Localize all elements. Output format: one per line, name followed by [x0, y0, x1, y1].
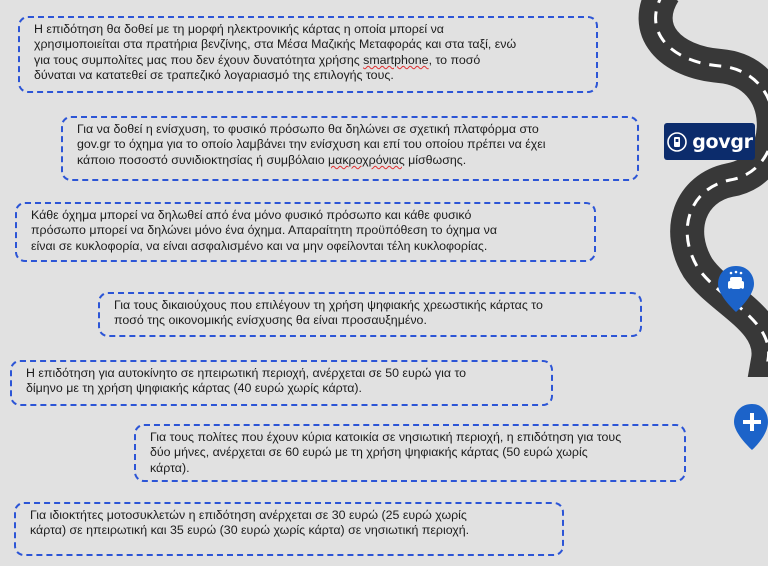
info-line: δίμηνο με τη χρήση ψηφιακής κάρτας (40 ευρώ χωρίς κάρτα). — [26, 381, 362, 396]
info-line: Κάθε όχημα μπορεί να δηλωθεί από ένα μόνο φυσικό πρόσωπο και κάθε φυσικό — [31, 208, 472, 222]
info-line: Η επιδότηση για αυτοκίνητο σε ηπειρωτική περιοχή, ανέρχεται σε 50 ευρώ για το — [26, 366, 467, 380]
info-box-platform-declaration — [61, 116, 639, 181]
info-box-digital-card-bonus — [98, 292, 642, 337]
info-box-island-amount — [134, 424, 686, 482]
info-line: δύναται να κατατεθεί σε τραπεζικό λογαριασμό της επιλογής τους. — [34, 68, 394, 83]
info-line: κάρτα) σε ηπειρωτική και 35 ευρώ (30 ευρώ χωρίς κάρτα) σε νησιωτική περιοχή. — [30, 523, 470, 538]
info-line: Για να δοθεί η ενίσχυση, το φυσικό πρόσωπο θα δηλώνει σε σχετική πλατφόρμα στο — [77, 122, 539, 136]
info-line: είναι σε κυκλοφορία, να είναι ασφαλισμένο και να μην οφείλονται τέλη κυκλοφορίας. — [31, 238, 488, 253]
info-line: χρησιμοποιείται στα πρατήρια βενζίνης, στα Μέσα Μαζικής Μεταφοράς και στα ταξί, ενώ — [34, 37, 517, 52]
info-line: gov.gr το όχημα για το οποίο λαμβάνει την ενίσχυση και επί του οποίου πρέπει να έχει — [77, 137, 546, 152]
info-line: Για τους πολίτες που έχουν κύρια κατοικία σε νησιωτική περιοχή, η επιδότηση για τους — [150, 430, 622, 444]
info-box-mainland-car-amount — [10, 360, 553, 406]
govgr-logo — [664, 123, 755, 160]
info-line: για τους συμπολίτες μας που δεν έχουν δυνατότητα χρήσης smartphone, το ποσό — [34, 52, 481, 67]
info-line: κάποιο ποσοστό συνιδιοκτησίας ή συμβόλαιο μακροχρόνιας μίσθωσης. — [77, 152, 467, 167]
info-line: κάρτα). — [150, 460, 190, 475]
info-box-motorcycle-amount — [14, 502, 564, 556]
info-line: πρόσωπο μπορεί να δηλώνει μόνο ένα όχημα. Απαραίτητη προϋπόθεση το όχημα να — [31, 223, 498, 238]
plus-location-pin-icon — [734, 404, 768, 450]
info-line: Για ιδιοκτήτες μοτοσυκλετών η επιδότηση ανέρχεται σε 30 ευρώ (25 ευρώ χωρίς — [30, 508, 467, 522]
info-line: Η επιδότηση θα δοθεί με τη μορφή ηλεκτρονικής κάρτας η οποία μπορεί να — [34, 22, 444, 36]
govgr-emblem-icon — [666, 131, 688, 153]
info-line: δύο μήνες, ανέρχεται σε 60 ευρώ με τη χρήση ψηφιακής κάρτας (50 ευρώ χωρίς — [150, 445, 588, 460]
info-line: Για τους δικαιούχους που επιλέγουν τη χρήση ψηφιακής χρεωστικής κάρτας το — [114, 298, 543, 312]
info-box-vehicle-conditions — [15, 202, 596, 262]
info-line: ποσό της οικονομικής ενίσχυσης θα είναι προσαυξημένο. — [114, 313, 427, 328]
govgr-wordmark: govgr — [692, 130, 753, 153]
info-box-card-form — [18, 16, 598, 93]
